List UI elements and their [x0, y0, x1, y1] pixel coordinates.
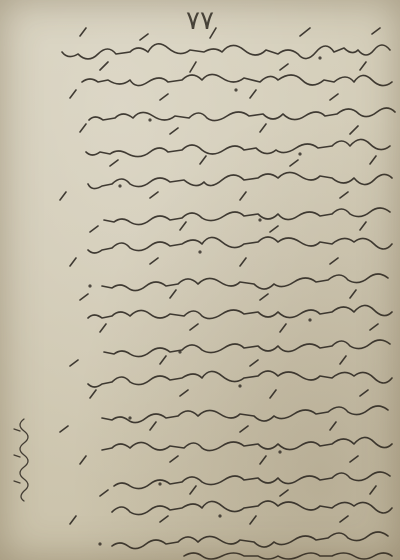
script-line-7 [88, 237, 392, 253]
script-line-2 [82, 74, 392, 85]
script-line-13 [102, 437, 392, 450]
script-line-3 [89, 108, 395, 121]
script-line-6 [104, 208, 390, 225]
script-line-14 [114, 472, 390, 489]
script-line-16 [112, 532, 388, 549]
script-line-12 [102, 406, 388, 423]
script-line-5 [88, 172, 392, 188]
script-line-10 [104, 340, 390, 357]
script-line-1 [62, 44, 390, 59]
script-line-17 [184, 553, 392, 559]
script-line-9 [88, 305, 392, 318]
script-line-15 [112, 501, 392, 515]
script-line-8 [102, 274, 388, 291]
folio-number: ٧٧ [186, 6, 214, 36]
script-line-4 [86, 139, 390, 156]
margin-annotation [4, 415, 34, 505]
